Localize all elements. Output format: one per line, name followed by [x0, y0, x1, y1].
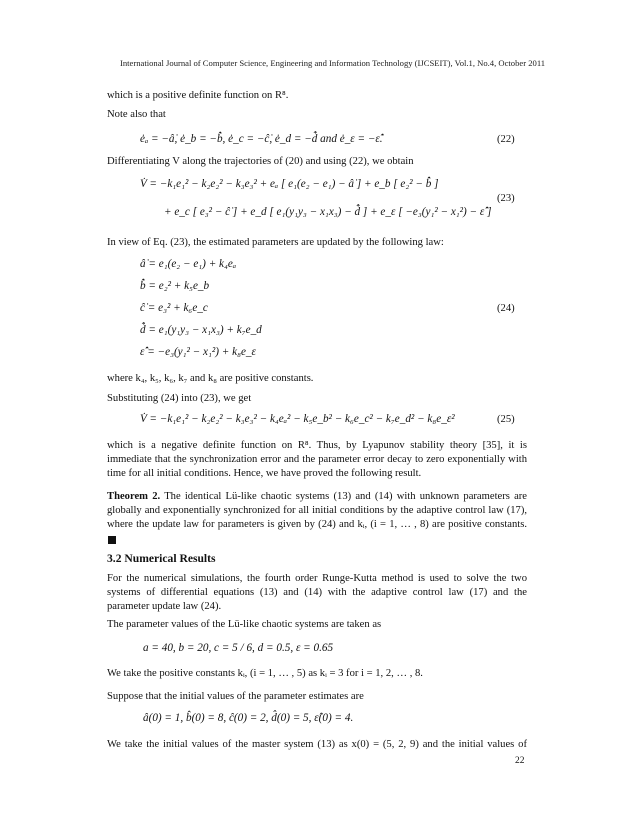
paragraph-positive-constants-k: We take the positive constants kᵢ, (i = 1, … , 5) as kᵢ = 3 for i = 1, 2, … , 8. [107, 668, 423, 679]
page-number: 22 [515, 756, 525, 766]
paragraph-differentiating: Differentiating V along the trajectories of (20) and using (22), we obtain [107, 156, 414, 167]
equation-22: ėₐ = −â̇, ė_b = −b̂̇, ė_c = −ĉ̇, ė_d = −d̂̇ and ė_ε = −ε̂̇. [140, 133, 383, 145]
section-heading: 3.2 Numerical Results [107, 552, 216, 565]
paragraph-positive-definite: which is a positive definite function on R⁸. [107, 90, 289, 101]
initial-estimates-equation: â(0) = 1, b̂(0) = 8, ĉ(0) = 2, d̂(0) = 5, ε̂(0) = 4. [143, 712, 354, 724]
paragraph-negative-definite-line-1: which is a negative definite function on R⁸. Thus, by Lyapunov stability theory [35], it is [107, 440, 527, 451]
end-of-proof-square [108, 536, 116, 544]
theorem-label: Theorem 2. [107, 491, 161, 502]
paragraph-master-initial-values: We take the initial values of the master system (13) as x(0) = (5, 2, 9) and the initial values of [107, 739, 527, 750]
equation-24-line-d: d̂̇ = e₁(y₁y₃ − x₁x₃) + k₇e_d [140, 324, 262, 336]
paragraph-update-law-intro: In view of Eq. (23), the estimated parameters are updated by the following law: [107, 237, 444, 248]
equation-number-25: (25) [497, 414, 515, 425]
equation-24-line-b: b̂̇ = e₂² + k₅e_b [140, 280, 210, 292]
paragraph-positive-constants: where k₄, k₅, k₆, k₇ and k₈ are positive constants. [107, 373, 314, 384]
equation-number-24: (24) [497, 303, 515, 314]
paragraph-numerical-line-2: systems of differential equations (13) and (14) with the adaptive control law (17) and the [107, 587, 527, 598]
parameter-values-equation: a = 40, b = 20, c = 5 / 6, d = 0.5, ε = 0.65 [143, 642, 334, 654]
theorem-text-line-1: The identical Lü-like chaotic systems (13) and (14) with unknown parameters are [164, 491, 528, 502]
running-header: International Journal of Computer Science, Engineering and Information Technology (IJCSEIT), Vol.1, No.4, October 2011 [120, 58, 546, 68]
theorem-2-line-3: where the update law for parameters is given by (24) and kᵢ, (i = 1, … , 8) are positive constants. [107, 519, 527, 530]
paragraph-negative-definite-line-2: immediate that the synchronization error and the parameter error decay to zero exponentially with [107, 454, 527, 465]
equation-number-22: (22) [497, 134, 515, 145]
paragraph-note: Note also that [107, 109, 166, 120]
equation-25: V̇ = −k₁e₁² − k₂e₂² − k₃e₃² − k₄eₐ² − k₅e_b² − k₆e_c² − k₇e_d² − k₈e_ε² [140, 413, 455, 425]
equation-24-line-c: ĉ̇ = e₃² + k₆e_c [140, 302, 208, 314]
paragraph-numerical-line-3: parameter update law (24). [107, 601, 222, 612]
equation-23-line-2: + e_c [ e₃² − ĉ̇ ] + e_d [ e₁(y₁y₃ − x₁x₃) − d̂̇ ] + e_ε [ −e₃(y₁² − x₁²) − ε̂̇ ] [164, 206, 492, 218]
equation-24-line-a: â̇ = e₁(e₂ − e₁) + k₄eₐ [140, 258, 237, 270]
paragraph-parameter-values: The parameter values of the Lü-like chaotic systems are taken as [107, 619, 382, 630]
equation-number-23: (23) [497, 193, 515, 204]
equation-24-line-e: ε̂̇ = −e₃(y₁² − x₁²) + k₈e_ε [140, 346, 256, 358]
equation-23-line-1: V̇ = −k₁e₁² − k₂e₂² − k₃e₃² + eₐ [ e₁(e₂ − e₁) − â̇ ] + e_b [ e₂² − b̂̇ ] [140, 178, 439, 190]
paragraph-negative-definite-line-3: time for all initial conditions. Hence, we have proved the following result. [107, 468, 422, 479]
paragraph-numerical-line-1: For the numerical simulations, the fourth order Runge-Kutta method is used to solve the two [107, 573, 527, 584]
paragraph-substituting: Substituting (24) into (23), we get [107, 393, 252, 404]
paragraph-initial-estimates: Suppose that the initial values of the parameter estimates are [107, 691, 364, 702]
theorem-2-line-2: globally and exponentially synchronized for all initial conditions by the adaptive control law (17), [107, 505, 527, 516]
theorem-2-line-1 [107, 490, 527, 503]
